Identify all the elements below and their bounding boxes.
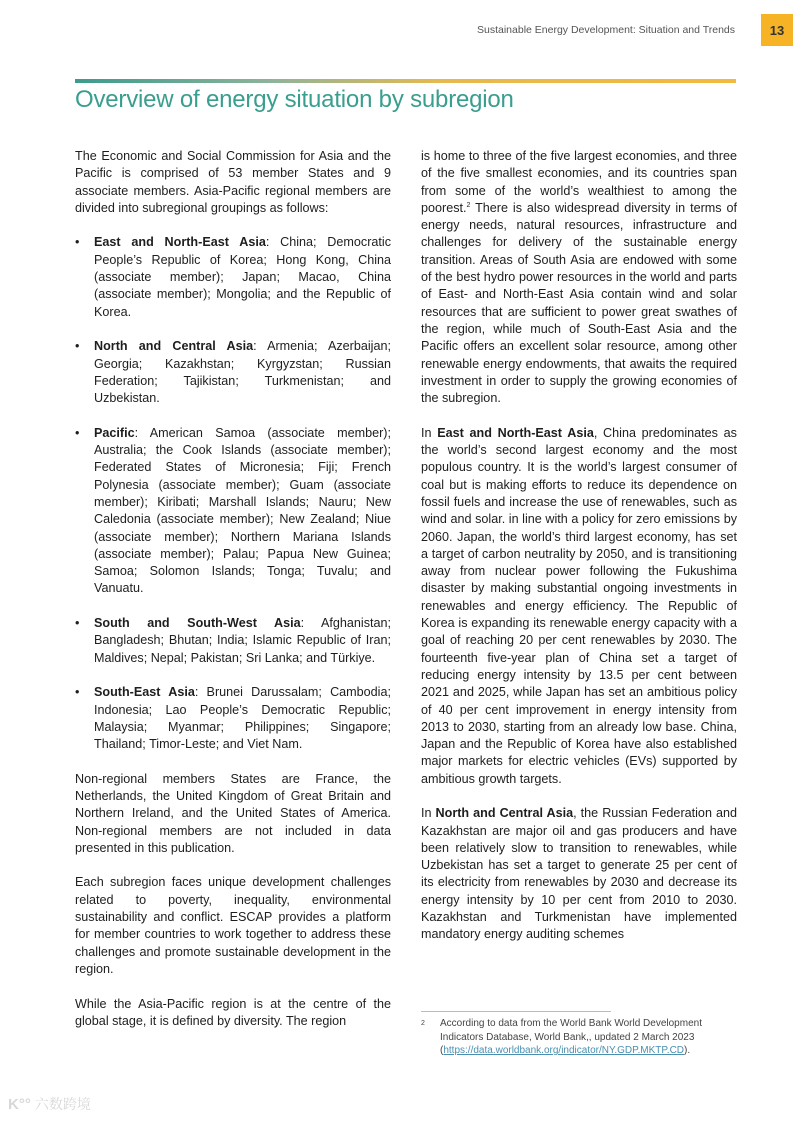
subregion-countries: : Brunei Darussalam; Cambodia; Indonesia; Lao People’s Democratic Republic; Malaysia; Myanmar; Philippines; Singapore; Thailand; Timor-Leste; and Viet Nam. [94, 685, 391, 752]
footnote-number: 2 [421, 1020, 425, 1027]
north-central-asia-paragraph [421, 805, 737, 943]
challenges-paragraph: Each subregion faces unique development challenges related to poverty, inequality, environmental sustainability and conflict. ESCAP provides a platform for member countries to work together to address these challenges and promote sustainable development in the region. [75, 875, 391, 976]
list-item [75, 684, 391, 753]
bullet-icon: • [75, 425, 80, 440]
diversity-text-a: is home to three of the five largest economies, and three of the five smallest economies, and its countries span from some of the world’s wealthiest to among the poorest. [421, 149, 737, 215]
subregion-term: North and Central Asia [94, 339, 254, 354]
east-asia-paragraph [421, 425, 737, 788]
left-column [75, 148, 391, 1047]
list-item [75, 234, 391, 320]
page-number-badge: 13 [761, 14, 793, 46]
watermark-logo-icon: K°° [8, 1095, 31, 1113]
subregion-term: South-East Asia [94, 685, 195, 700]
footnote-link[interactable]: https://data.worldbank.org/indicator/NY.GDP.MKTP.CD [443, 1045, 685, 1056]
bullet-icon: • [75, 235, 80, 250]
running-head: Sustainable Energy Development: Situation and Trends [477, 24, 735, 36]
subregion-term: East and North-East Asia [94, 235, 266, 250]
intro-paragraph: The Economic and Social Commission for Asia and the Pacific is comprised of 53 member States and 9 associate members. Asia-Pacific regional members are divided into subregional groupings as follows: [75, 149, 391, 215]
section-title: Overview of energy situation by subregion [75, 86, 514, 113]
watermark [8, 1094, 91, 1114]
list-item [75, 615, 391, 667]
subregion-term: East and North-East Asia [437, 425, 594, 440]
subregion-term: Pacific [94, 425, 135, 440]
footnote-end: ). [684, 1045, 691, 1056]
bullet-icon: • [75, 339, 80, 354]
paragraph-prefix: In [421, 425, 438, 440]
footnote-reference[interactable]: 2 [466, 201, 471, 209]
diversity-paragraph-cont [421, 148, 737, 407]
footnote-divider [421, 1011, 611, 1012]
subregion-term: North and Central Asia [435, 806, 574, 821]
footnote [421, 1017, 741, 1058]
list-item [75, 425, 391, 598]
right-column [421, 148, 737, 961]
subregion-list [75, 234, 391, 753]
bullet-icon: • [75, 685, 80, 700]
footnote-body: According to data from the World Bank World Development Indicators Database, World Bank,, updated 2 March 2023 ( [440, 1018, 702, 1056]
watermark-text: 六数跨境 [34, 1096, 91, 1112]
footnote-text [421, 1017, 741, 1058]
diversity-text-b: There is also widespread diversity in terms of energy needs, natural resources, infrastructure and challenges for delivery of the sustainable energy transition. Areas of South Asia are endowed with some of the best hydro power resources in the world and parts of East- and North-East Asia contain wind and solar resources that are sufficient to power great swathes of the region, while much of South-East Asia and the Pacific offers an excellent solar resource, among other renewable energy endowments, that awaits the required investment in order to supply the growing economies of the subregion. [421, 200, 737, 406]
east-asia-text: , China predominates as the world’s second largest economy and the most populous country. It is the world’s largest consumer of coal but is making efforts to reduce its dependence on fossil fuels and increase the use of renewables, such as wind and solar. in line with a policy for zero emissions by 2060. Japan, the world’s third largest economy, has set a target of carbon neutrality by 2050, and is transitioning away from nuclear power following the Fukushima disaster by making substantial ongoing investments in renewables and energy efficiency. The Republic of Korea is expanding its renewable energy capacity with a goal of reaching 20 per cent renewables by 2030. The fourteenth five-year plan of China set a target of reducing energy intensity by 13.5 per cent between 2021 and 2025, while Japan has set an ambitious policy of 40 per cent improvement in energy intensity from 2013 to 2030, starting from an already low base. China, Japan and the Republic of Korea have also established major markets for electric vehicles (EVs) supported by ambitious growth targets. [421, 425, 737, 786]
subregion-countries: : American Samoa (associate member); Australia; the Cook Islands (associate member); Federated States of Micronesia; Fiji; French Polynesia (associate member); Guam (associate member); Kiribati; Marshall Islands; Nauru; New Caledonia (associate member); New Zealand; Niue (associate member); Northern Mariana Islands (associate member); Palau; Papua New Guinea; Samoa; Solomon Islands; Tonga; Tuvalu; and Vanuatu. [94, 425, 391, 596]
diversity-paragraph-start: While the Asia-Pacific region is at the centre of the global stage, it is defined by diversity. The region [75, 996, 391, 1028]
subregion-countries: : Afghanistan; Bangladesh; Bhutan; India; Islamic Republic of Iran; Maldives; Nepal; Pakistan; Sri Lanka; and Türkiye. [94, 616, 391, 665]
subregion-term: South and South-West Asia [94, 616, 301, 631]
non-regional-paragraph: Non-regional members States are France, the Netherlands, the United Kingdom of Great Britain and Northern Ireland, and the United States of America. Non-regional members are not included in data presented in this publication. [75, 771, 391, 855]
subregion-countries: : China; Democratic People’s Republic of Korea; Hong Kong, China (associate member); Japan; Macao, China (associate member); Mongolia; and the Republic of Korea. [94, 235, 391, 319]
bullet-icon: • [75, 616, 80, 631]
subregion-countries: : Armenia; Azerbaijan; Georgia; Kazakhstan; Kyrgyzstan; Russian Federation; Tajikistan; Turkmenistan; and Uzbekistan. [94, 339, 391, 406]
list-item [75, 338, 391, 407]
gradient-rule [75, 79, 736, 83]
north-central-asia-text: , the Russian Federation and Kazakhstan are major oil and gas producers and have been relatively slow to transition to renewables, while Uzbekistan has set a target to generate 25 per cent of its electricity from renewables by 2030 and decrease its energy intensity by 10 per cent from 2010 to 2030. Kazakhstan and Turkmenistan have implemented mandatory energy auditing schemes [421, 806, 737, 942]
paragraph-prefix: In [421, 806, 436, 821]
